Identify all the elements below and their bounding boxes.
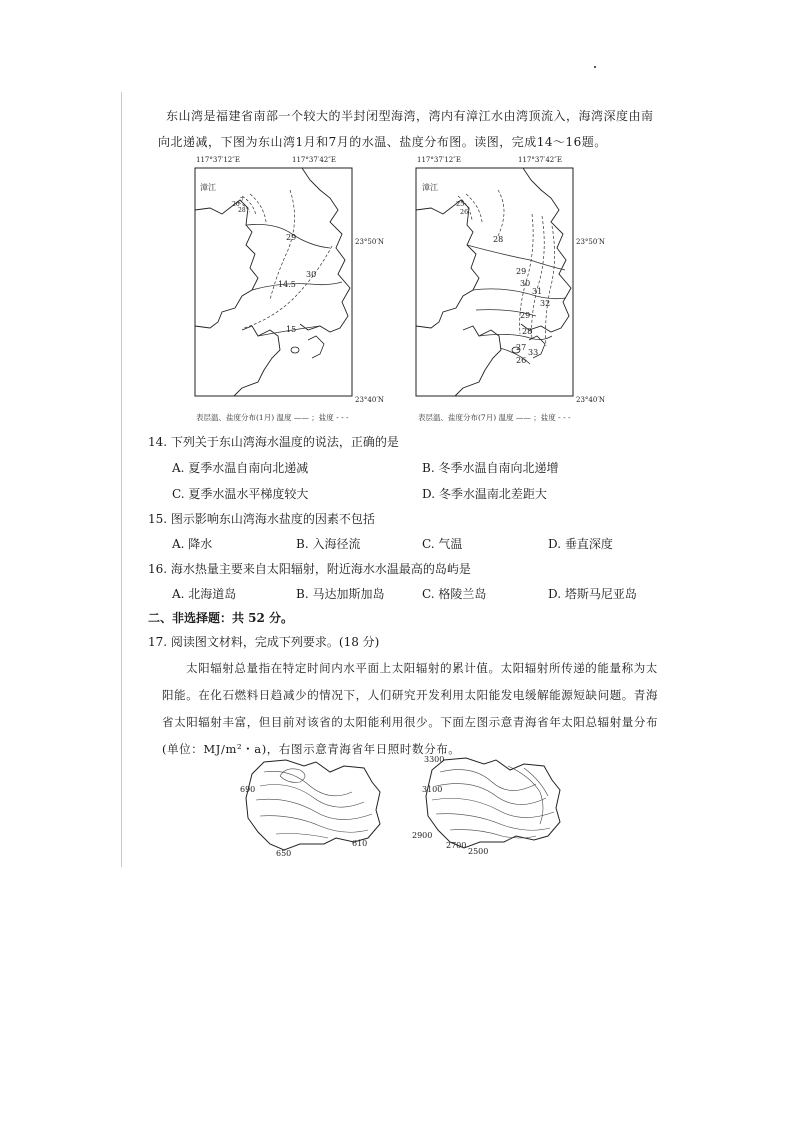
- right-label-30: 30: [520, 279, 531, 288]
- left-label-14-5: 14.5: [278, 280, 296, 289]
- right-label-31: 31: [532, 287, 543, 296]
- solar-map-outline: [246, 760, 380, 850]
- q15-option-b: B. 入海径流: [296, 537, 361, 551]
- left-lat-bottom: 23°40′N: [355, 396, 385, 404]
- solar-label-650: 650: [276, 849, 292, 858]
- q15-option-a: A. 降水: [172, 537, 213, 551]
- sunshine-contour-1: [440, 770, 536, 791]
- january-map: [195, 156, 384, 404]
- right-label-27: 27: [516, 343, 527, 352]
- left-label-29: 29: [286, 233, 297, 242]
- q15-option-d: D. 垂直深度: [548, 537, 613, 551]
- sunshine-label-3100: 3100: [422, 785, 443, 794]
- july-map: [416, 156, 605, 404]
- q17-paragraph: 太阳辐射总量指在特定时间内水平面上太阳辐射的累计值。太阳辐射所传递的能量称为太阳能。在化石燃料日趋减少的情况下，人们研究开发利用太阳能发电缓解能源短缺问题。青海省太阳辐射丰富，但目前对该省的太阳能利用很少。下面左图示意青海省年太阳总辐射量分布(单位：MJ/m²・a)，右图示意青海省年日照时数分布。: [162, 661, 659, 756]
- sunshine-map-outline: [426, 758, 560, 848]
- intro-line-1: 东山湾是福建省南部一个较大的半封闭型海湾，湾内有漳江水由湾顶流入，海湾深度由南: [166, 109, 654, 123]
- speck: [594, 66, 596, 68]
- left-label-30: 30: [306, 270, 317, 279]
- q16-option-a: A. 北海道岛: [172, 587, 237, 601]
- sunshine-contour-2: [436, 784, 546, 805]
- sunshine-label-2900: 2900: [412, 831, 433, 840]
- left-label-15: 15: [286, 325, 297, 334]
- right-label-29-bottom: 29: [520, 311, 531, 320]
- qinghai-maps: [240, 752, 570, 858]
- right-label-33: 33: [528, 348, 539, 357]
- solar-contour-4: [260, 816, 368, 833]
- left-isohaline-28: [250, 194, 266, 222]
- solar-radiation-map: [240, 760, 380, 858]
- sunshine-contour-3: [432, 798, 554, 817]
- q14-stem: 14. 下列关于东山湾海水温度的说法，正确的是: [148, 435, 399, 449]
- left-west-coast: [195, 200, 258, 328]
- left-east-coast: [300, 168, 350, 332]
- right-label-28-bottom: 28: [522, 327, 533, 336]
- left-river-label: 漳江: [200, 183, 216, 192]
- right-isotherm-32: [479, 334, 552, 339]
- left-map-frame: [195, 168, 352, 396]
- sunshine-label-2500: 2500: [468, 847, 489, 856]
- right-map-frame: [416, 168, 573, 396]
- dongshan-bay-maps: [180, 150, 630, 412]
- q16-stem: 16. 海水热量主要来自太阳辐射，附近海水水温最高的岛屿是: [148, 562, 471, 576]
- left-island: [308, 336, 324, 358]
- right-label-28-top: 28: [493, 235, 504, 244]
- right-label-32: 32: [540, 299, 551, 308]
- q14-option-c: C. 夏季水温水平梯度较大: [172, 487, 309, 501]
- left-lat-top: 23°50′N: [355, 238, 385, 246]
- section-two-heading: 二、非选择题：共 52 分。: [148, 611, 294, 625]
- solar-label-610: 610: [352, 839, 368, 848]
- sunshine-label-2700: 2700: [446, 841, 467, 850]
- solar-contour-1: [264, 771, 352, 796]
- left-label-26: 26: [232, 201, 240, 208]
- right-isohaline-31: [546, 226, 555, 346]
- right-label-26-top: 26: [460, 208, 469, 216]
- right-lat-top: 23°50′N: [576, 238, 606, 246]
- solar-contour-closed: [280, 769, 305, 783]
- right-lon-west: 117°37′12″E: [417, 156, 461, 164]
- right-river-label: 漳江: [422, 183, 438, 192]
- right-isohaline-28: [498, 190, 504, 236]
- right-west-coast: [416, 200, 479, 328]
- sunshine-contour-5: [450, 830, 536, 838]
- q16-option-b: B. 马达加斯加岛: [296, 587, 385, 601]
- left-lon-east: 117°37′42″E: [292, 156, 336, 164]
- right-isotherm-30: [473, 289, 566, 299]
- q16-option-c: C. 格陵兰岛: [422, 587, 487, 601]
- q14-option-b: B. 冬季水温自南向北递增: [422, 461, 559, 475]
- sunshine-label-3300: 3300: [424, 755, 445, 764]
- q14-option-a: A. 夏季水温自南向北递减: [172, 461, 309, 475]
- q15-option-c: C. 气温: [422, 537, 463, 551]
- sunshine-contour-4: [436, 814, 550, 831]
- right-label-25: 25: [456, 200, 465, 208]
- left-isotherm-14-5: [252, 282, 342, 290]
- sunshine-contour-6: [508, 766, 543, 824]
- right-south-coast: [455, 326, 501, 396]
- sunshine-contour-7: [524, 768, 548, 796]
- intro-text: [158, 103, 666, 155]
- q16-option-d: D. 塔斯马尼亚岛: [548, 587, 637, 601]
- intro-line-2: 向北递减，下图为东山湾1月和7月的水温、盐度分布图。读图，完成14～16题。: [158, 135, 607, 149]
- left-label-27: 7: [240, 197, 244, 204]
- solar-contour-3: [256, 799, 372, 819]
- q15-stem: 15. 图示影响东山湾海水盐度的因素不包括: [148, 512, 375, 526]
- left-label-28: 28: [238, 207, 246, 214]
- right-label-29-top: 29: [516, 267, 527, 276]
- right-map-caption: 表层温、盐度分布(7月) 温度 —— ；盐度 - - -: [418, 413, 571, 422]
- q14-option-d: D. 冬季水温南北差距大: [422, 487, 547, 501]
- sunshine-hours-map: [412, 755, 560, 856]
- right-lon-east: 117°37′42″E: [518, 156, 562, 164]
- right-lat-bottom: 23°40′N: [576, 396, 606, 404]
- left-islet: [291, 347, 299, 353]
- margin-line: [121, 92, 122, 867]
- left-south-coast: [234, 326, 280, 396]
- solar-contour-5: [276, 834, 328, 839]
- right-isohaline-30: [532, 216, 545, 340]
- q17-stem: 17. 阅读图文材料，完成下列要求。(18 分): [148, 635, 380, 649]
- right-label-26-bottom: 26: [516, 356, 527, 365]
- left-lon-west: 117°37′12″E: [196, 156, 240, 164]
- left-map-caption: 表层温、盐度分布(1月) 温度 —— ；盐度 - - -: [196, 413, 349, 422]
- solar-label-690: 690: [240, 785, 256, 794]
